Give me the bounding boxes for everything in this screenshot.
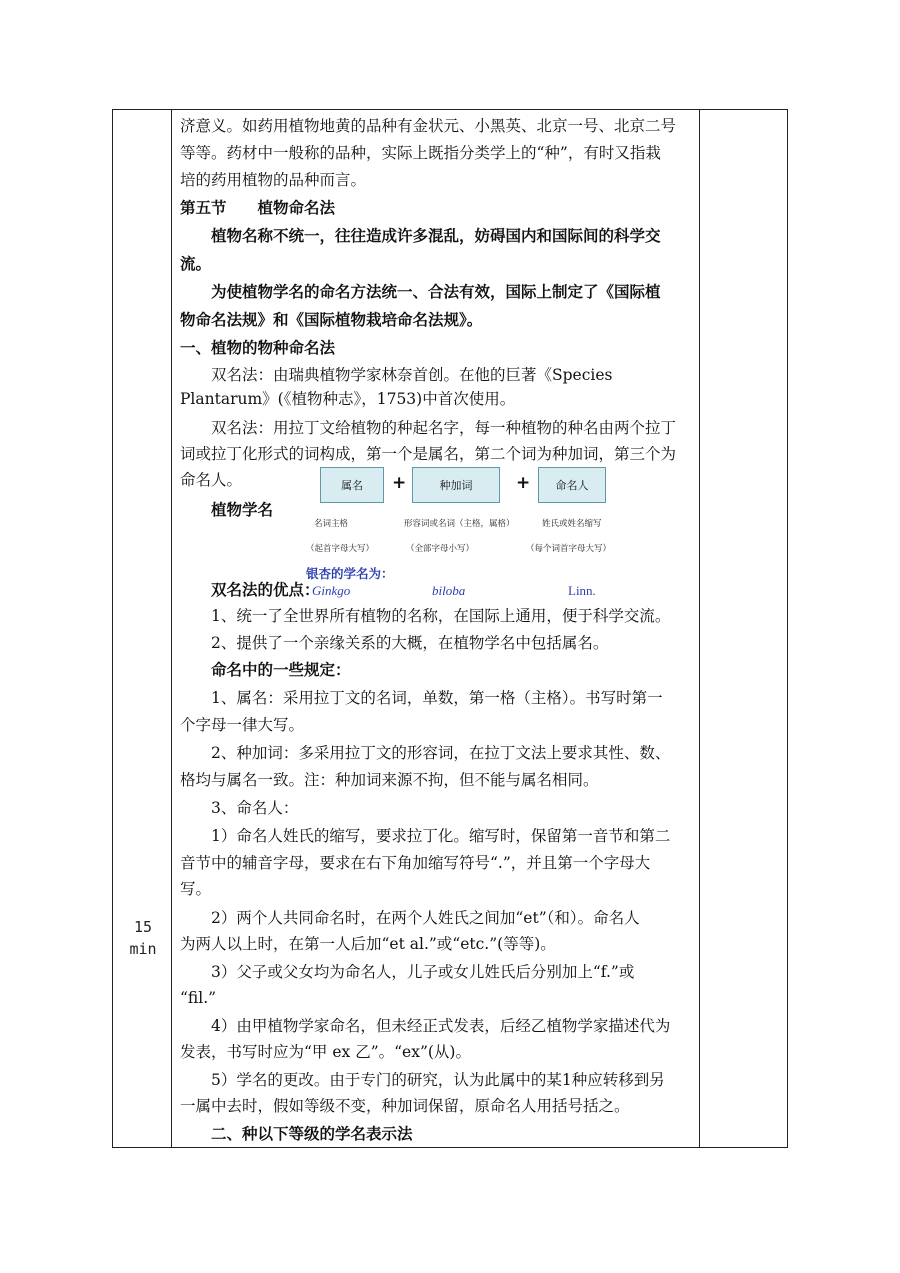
genus-note: 名词主格 <box>314 519 349 529</box>
example-epithet: biloba <box>432 583 466 598</box>
text-line: 命名人。 <box>180 471 243 489</box>
section-heading: 第五节 植物命名法 <box>180 198 336 217</box>
text-line: 1、属名：采用拉丁文的名词，单数，第一格（主格）。书写时第一 <box>180 689 663 707</box>
example-genus: Ginkgo <box>312 583 351 598</box>
text-line: 3、命名人： <box>180 799 299 817</box>
text-line: 为使植物学名的命名方法统一、合法有效，国际上制定了《国际植 <box>180 282 661 301</box>
text-line: 济意义。如药用植物地黄的品种有金状元、小黑英、北京一号、北京二号 <box>180 117 677 135</box>
text-line: 双名法：由瑞典植物学家林奈首创。在他的巨著《Species <box>180 366 613 384</box>
subsection-heading: 一、植物的物种命名法 <box>180 338 336 357</box>
plus-sign: + <box>516 473 531 493</box>
text-line: 格均与属名一致。注：种加词来源不拘，但不能与属名相同。 <box>180 771 599 789</box>
plus-sign: + <box>392 473 407 493</box>
text-line: 4）由甲植物学家命名，但未经正式发表，后经乙植物学家描述代为 <box>180 1017 671 1035</box>
text-line: 为两人以上时，在第一人后加“et al.”或“etc.”(等等)。 <box>180 935 556 953</box>
author-box: 命名人 <box>538 467 606 503</box>
author-note: 姓氏或姓名缩写 <box>542 519 602 529</box>
text-line: 写。 <box>180 880 212 898</box>
text-line: 3）父子或父女均为命名人，儿子或女儿姓氏后分别加上“f.”或 <box>180 963 635 981</box>
text-line: 音节中的辅音字母，要求在右下角加缩写符号“.”，并且第一个字母大 <box>180 854 651 872</box>
text-line: 培的药用植物的品种而言。 <box>180 171 367 189</box>
text-line: 命名中的一些规定： <box>180 660 351 679</box>
text-line: 植物名称不统一，往往造成许多混乱，妨碍国内和国际间的科学交 <box>180 226 661 245</box>
genus-note-2: （起首字母大写） <box>306 544 375 554</box>
text-line: 物命名法规》和《国际植物栽培命名法规》。 <box>180 310 483 329</box>
text-line: 个字母一律大写。 <box>180 716 305 734</box>
binomial-diagram <box>306 467 634 607</box>
text-line: 流。 <box>180 254 212 273</box>
column-divider <box>699 110 700 1147</box>
text-line: Plantarum》(《植物种志》，1753)中首次使用。 <box>180 390 516 408</box>
time-cell <box>115 916 171 960</box>
text-line: 2）两个人共同命名时，在两个人姓氏之间加“et”（和）。命名人 <box>180 909 640 927</box>
text-line: “fil.” <box>180 989 217 1007</box>
text-line: 植物学名 <box>180 500 274 519</box>
text-line: 双名法的优点： <box>180 580 320 599</box>
text-line: 双名法：用拉丁文给植物的种起名字，每一种植物的种名由两个拉丁 <box>180 419 677 437</box>
text-line: 一属中去时，假如等级不变，种加词保留，原命名人用括号括之。 <box>180 1097 630 1115</box>
text-line: 2、提供了一个亲缘关系的大概，在植物学名中包括属名。 <box>180 634 609 652</box>
text-line: 5）学名的更改。由于专门的研究，认为此属中的某1种应转移到另 <box>180 1071 665 1089</box>
example-title: 银杏的学名为： <box>306 566 394 581</box>
genus-box: 属名 <box>320 467 384 503</box>
text-line: 等等。药材中一般称的品种，实际上既指分类学上的“种”，有时又指栽 <box>180 144 661 162</box>
time-unit: min <box>129 940 157 958</box>
text-line: 词或拉丁化形式的词构成，第一个是属名，第二个词为种加词，第三个为 <box>180 445 677 463</box>
text-line: 发表，书写时应为“甲 ex 乙”。“ex”(从)。 <box>180 1043 471 1061</box>
text-line: 1）命名人姓氏的缩写，要求拉丁化。缩写时，保留第一音节和第二 <box>180 827 671 845</box>
epithet-note: 形容词或名词（主格，属格） <box>404 519 515 529</box>
text-line: 2、种加词：多采用拉丁文的形容词，在拉丁文法上要求其性、数、 <box>180 744 671 762</box>
time-value: 15 <box>133 918 153 936</box>
author-note-2: （每个词首字母大写） <box>526 544 612 554</box>
subsection-heading: 二、种以下等级的学名表示法 <box>180 1124 413 1143</box>
text-line: 1、统一了全世界所有植物的名称，在国际上通用，便于科学交流。 <box>180 607 671 625</box>
epithet-box: 种加词 <box>412 467 500 503</box>
lesson-table <box>112 109 788 1148</box>
example-author: Linn. <box>568 583 596 598</box>
epithet-note-2: （全部字母小写） <box>406 544 475 554</box>
column-divider <box>171 110 172 1147</box>
